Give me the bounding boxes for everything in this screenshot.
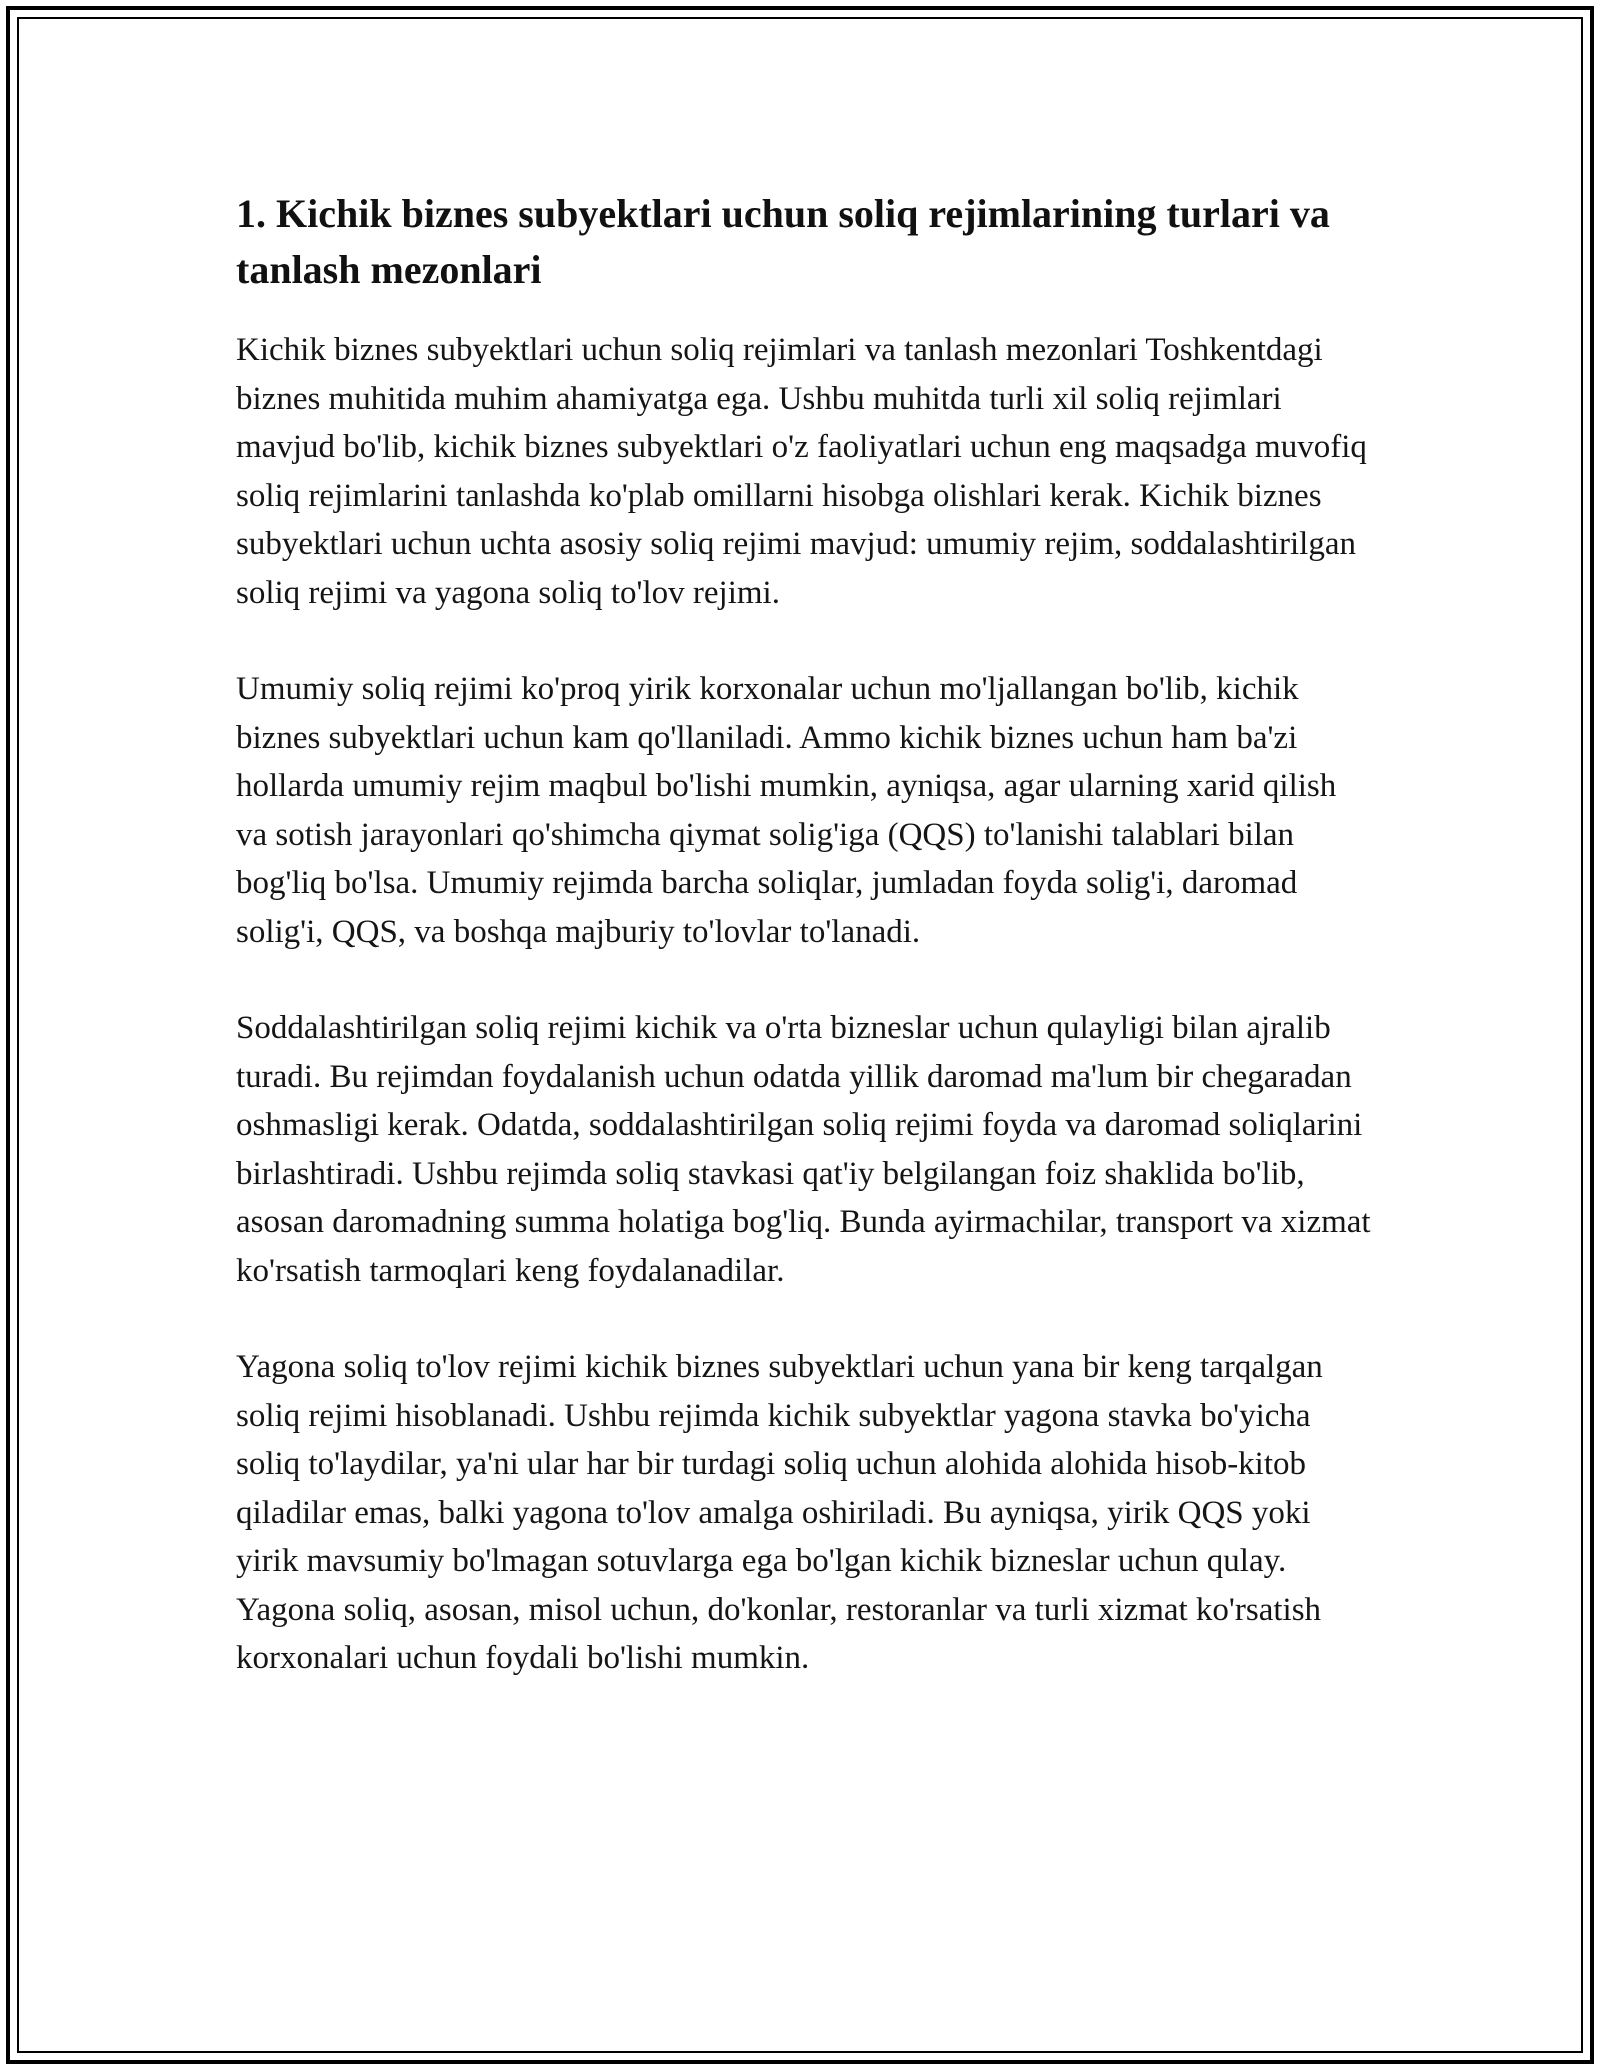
paragraph-1: Kichik biznes subyektlari uchun soliq rejimlari va tanlash mezonlari Toshkentdagi biznes muhitida muhim ahamiyatga ega. Ushbu muhitda turli xil soliq rejimlari mavjud bo'lib, kichik biznes subyektlari o'z faoliyatlari uchun eng maqsadga muvofiq soliq rejimlarini tanlashda ko'plab omillarni hisobga olishlari kerak. Kichik biznes subyektlari uchun uchta asosiy soliq rejimi mavjud: umumiy rejim, soddalashtirilgan soliq rejimi va yagona soliq to'lov rejimi.: [236, 332, 1367, 611]
paragraph-4: Yagona soliq to'lov rejimi kichik biznes subyektlari uchun yana bir keng tarqalgan soliq rejimi hisoblanadi. Ushbu rejimda kichik subyektlar yagona stavka bo'yicha soliq to'laydilar, ya'ni ular har bir turdagi soliq uchun alohida alohida hisob-kitob qiladilar emas, balki yagona to'lov amalga oshiriladi. Bu ayniqsa, yirik QQS yoki yirik mavsumiy bo'lmagan sotuvlarga ega bo'lgan kichik bizneslar uchun qulay. Yagona soliq, asosan, misol uchun, do'konlar, restoranlar va turli xizmat ko'rsatish korxonalari uchun foydali bo'lishi mumkin.: [236, 1349, 1323, 1676]
paragraph-2: Umumiy soliq rejimi ko'proq yirik korxonalar uchun mo'ljallangan bo'lib, kichik biznes subyektlari uchun kam qo'llaniladi. Ammo kichik biznes uchun ham ba'zi hollarda umumiy rejim maqbul bo'lishi mumkin, ayniqsa, agar ularning xarid qilish va sotish jarayonlari qo'shimcha qiymat solig'iga (QQS) to'lanishi talablari bilan bog'liq bo'lsa. Umumiy rejimda barcha soliqlar, jumladan foyda solig'i, daromad solig'i, QQS, va boshqa majburiy to'lovlar to'lanadi.: [236, 671, 1337, 950]
document-body: [236, 186, 1372, 1731]
section-title: 1. Kichik biznes subyektlari uchun soliq rejimlarining turlari va tanlash mezonlari: [236, 191, 1330, 292]
paragraph-3: Soddalashtirilgan soliq rejimi kichik va o'rta bizneslar uchun qulayligi bilan ajralib turadi. Bu rejimdan foydalanish uchun odatda yillik daromad ma'lum bir chegaradan oshmasligi kerak. Odatda, soddalashtirilgan soliq rejimi foyda va daromad soliqlarini birlashtiradi. Ushbu rejimda soliq stavkasi qat'iy belgilangan foiz shaklida bo'lib, asosan daromadning summa holatiga bog'liq. Bunda ayirmachilar, transport va xizmat ko'rsatish tarmoqlari keng foydalanadilar.: [236, 1010, 1371, 1289]
